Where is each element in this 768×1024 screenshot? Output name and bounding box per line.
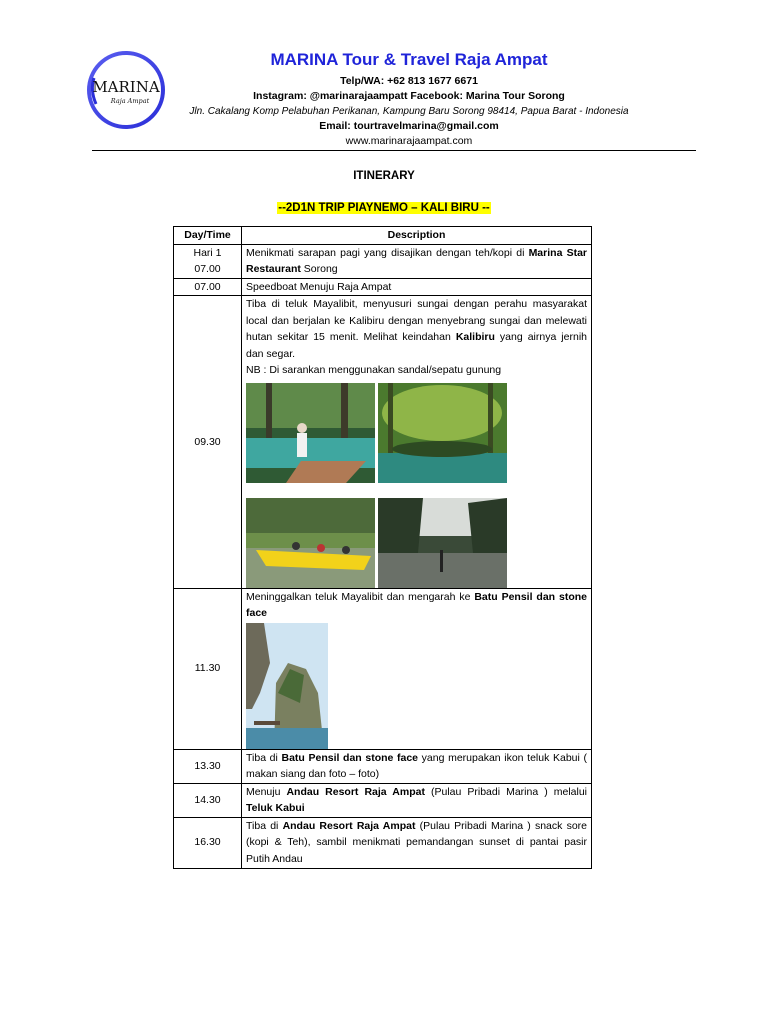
letterhead [170, 50, 648, 149]
table-row [174, 749, 592, 783]
desc-bold: Batu Pensil dan stone face [246, 590, 588, 619]
row-time-value: 07.00 [194, 263, 221, 275]
row-day: Hari 1 [193, 246, 222, 259]
doc-subtitle: --2D1N TRIP PIAYNEMO – KALI BIRU -- [278, 202, 490, 214]
desc-text: (Pulau Pribadi Marina ) snack sore (kopi & Teh), sambil menikmati pemandangan sunset di pantai pasir Putih Andau [246, 819, 587, 865]
row-desc [242, 588, 592, 749]
brand-name: MARINA Tour & Travel Raja Ampat [270, 50, 548, 69]
table-header-row [174, 227, 592, 245]
batu-pensil-photo [246, 623, 328, 749]
desc-text: (Pulau Pribadi Marina ) melalui [424, 785, 587, 798]
desc-text: yang merupakan ikon teluk Kabui ( makan siang dan foto – foto) [246, 751, 587, 780]
row-desc [242, 296, 592, 589]
boat-photo [246, 498, 375, 588]
desc-bold: Batu Pensil dan stone face [281, 751, 419, 764]
row-desc [242, 783, 592, 817]
row-time: 11.30 [174, 588, 242, 749]
row-time: 09.30 [174, 296, 242, 589]
desc-text: Meninggalkan teluk Mayalibit dan mengarah ke [246, 590, 475, 603]
logo-text: MARINA [92, 78, 160, 96]
table-row [174, 588, 592, 749]
row-time: 14.30 [174, 783, 242, 817]
row-time: 16.30 [174, 817, 242, 868]
table-row [174, 296, 592, 589]
desc-text: Menuju [246, 785, 287, 798]
desc-bold: Marina Star Restaurant [246, 246, 587, 275]
logo-subtext: Raja Ampat [110, 97, 150, 105]
desc-text: yang airnya jernih dan segar. [246, 331, 587, 360]
desc-bold: Andau Resort Raja Ampat [286, 785, 425, 798]
photo-row [246, 383, 587, 483]
row-desc [242, 244, 592, 278]
col-header-time: Day/Time [174, 227, 242, 245]
row-time: 13.30 [174, 749, 242, 783]
email-line: Email: tourtravelmarina@gmail.com [319, 120, 499, 132]
website-link[interactable]: www.marinarajaampat.com [345, 135, 473, 147]
itinerary-table [173, 226, 592, 869]
desc-text: Sorong [300, 263, 338, 275]
address-line: Jln. Cakalang Komp Pelabuhan Perikanan, Kampung Baru Sorong 98414, Papua Barat - Indonesia [189, 106, 629, 117]
kalibiru-photo-1 [246, 383, 375, 483]
social-line: Instagram: @marinarajaampatt Facebook: Marina Tour Sorong [253, 90, 565, 102]
desc-bold: Kalibiru [455, 331, 495, 343]
header-divider [92, 150, 696, 151]
subtitle-wrap [0, 198, 768, 216]
table-row [174, 278, 592, 296]
table-row [174, 783, 592, 817]
table-row [174, 244, 592, 278]
river-photo [378, 498, 507, 588]
row-time [174, 244, 242, 278]
row-desc [242, 817, 592, 868]
phone-line: Telp/WA: +62 813 1677 6671 [340, 75, 478, 87]
table-row [174, 817, 592, 868]
row-desc [242, 749, 592, 783]
kalibiru-photo-2 [378, 383, 507, 483]
col-header-desc: Description [242, 227, 592, 245]
desc-text: Tiba di [246, 819, 283, 832]
marina-logo [84, 48, 168, 132]
desc-text: Menikmati sarapan pagi yang disajikan dengan teh/kopi di [246, 246, 529, 259]
desc-bold: Teluk Kabui [246, 802, 305, 814]
doc-title: ITINERARY [353, 170, 415, 182]
photo-row [246, 498, 587, 588]
row-time: 07.00 [174, 278, 242, 296]
desc-bold: Andau Resort Raja Ampat [282, 819, 416, 832]
desc-note: NB : Di sarankan menggunakan sandal/sepatu gunung [246, 364, 502, 376]
desc-text: Tiba di [246, 751, 282, 764]
row-desc: Speedboat Menuju Raja Ampat [242, 278, 592, 296]
desc-text: Tiba di teluk Mayalibit, menyusuri sungai dengan perahu masyarakat local dan berjalan ke Kalibiru dengan menyebrang sungai dan melewati hutan sekitar 15 menit. Melihat keindahan [246, 298, 587, 343]
